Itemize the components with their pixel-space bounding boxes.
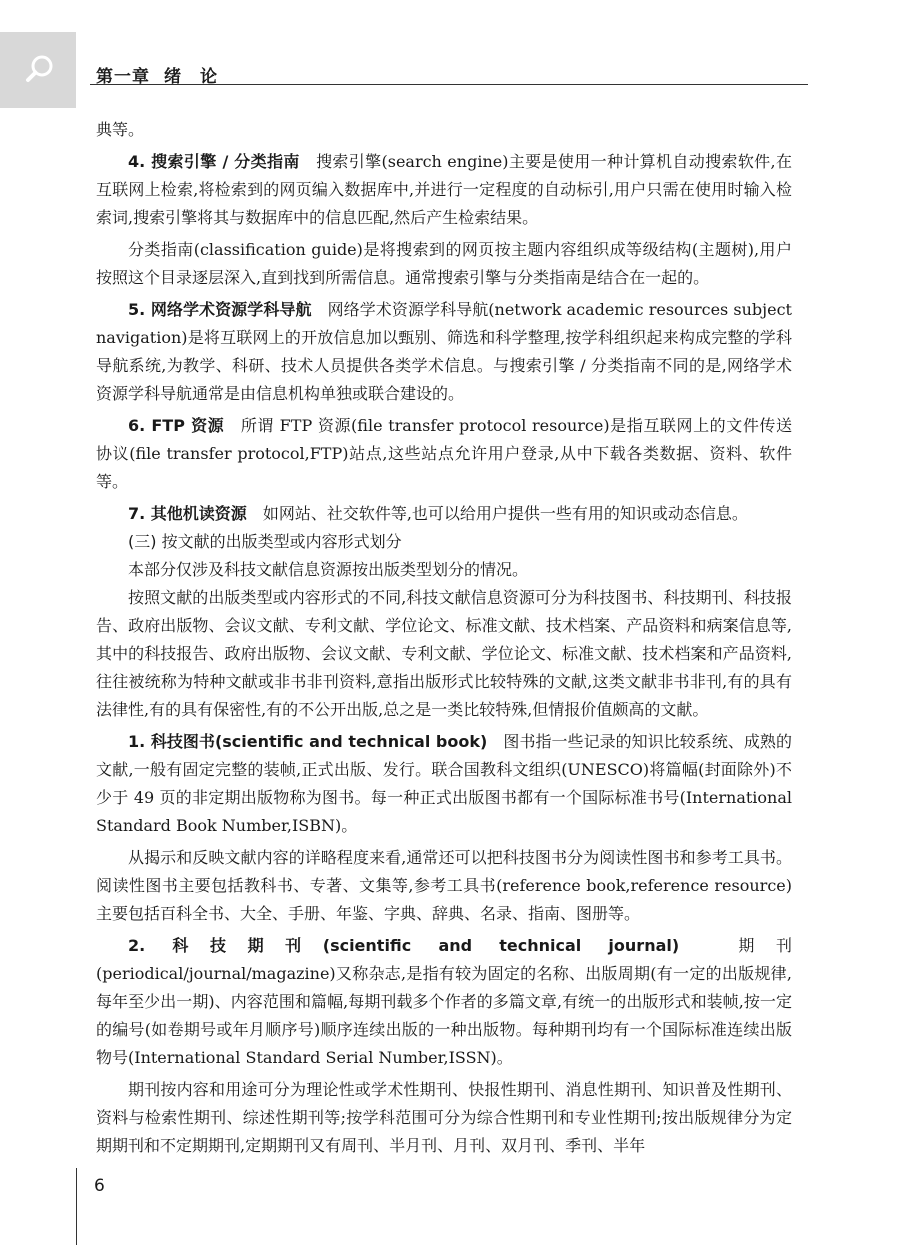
page-number: 6 <box>94 1176 105 1196</box>
chapter-number: 第一章 <box>96 67 150 87</box>
paragraph-books: 1. 科技图书(scientific and technical book) 图书指一些记录的知识比较系统、成熟的文献,一般有固定完整的装帧,正式出版、发行。联合国教科文组织(UNESCO)将篇幅(封面除外)不少于 49 页的非定期出版物称为图书。每一种正式出版图书都有一个国际标准书号(International Standard Book Number,ISBN)。 <box>96 732 792 835</box>
paragraph-journal-kinds: 期刊按内容和用途可分为理论性或学术性期刊、快报性期刊、消息性期刊、知识普及性期刊、资料与检索性期刊、综述性期刊等;按学科范围可分为综合性期刊和专业性期刊;按出版规律分为定期期刊和不定期期刊,定期期刊又有周刊、半月刊、月刊、双月刊、季刊、半年 <box>96 1080 792 1155</box>
paragraph-subject-navigation: 5. 网络学术资源学科导航 网络学术资源学科导航(network academic resources subject navigation)是将互联网上的开放信息加以甄别、筛选和科学整理,按学科组织起来构成完整的学科导航系统,为教学、科研、技术人员提供各类学术信息。与搜索引擎 / 分类指南不同的是,网络学术资源学科导航通常是由信息机构单独或联合建设的。 <box>96 300 792 403</box>
paragraph-types: 按照文献的出版类型或内容形式的不同,科技文献信息资源可分为科技图书、科技期刊、科技报告、政府出版物、会议文献、专利文献、学位论文、标准文献、技术档案、产品资料和病案信息等,其中的科技报告、政府出版物、会议文献、专利文献、学位论文、标准文献、技术档案和产品资料,往往被统称为特种文献或非书非刊资料,意指出版形式比较特殊的文献,这类文献非书非刊,有的具有法律性,有的具有保密性,有的不公开出版,总之是一类比较特殊,但情报价值颇高的文献。 <box>96 588 792 719</box>
paragraph-classification-guide: 分类指南(classification guide)是将搜索到的网页按主题内容组织成等级结构(主题树),用户按照这个目录逐层深入,直到找到所需信息。通常搜索引擎与分类指南是结合在一起的。 <box>96 240 792 287</box>
header-rule <box>90 84 808 85</box>
section-heading-3: (三) 按文献的出版类型或内容形式划分 <box>128 532 402 551</box>
paragraph-continued: 典等。 <box>96 120 145 139</box>
heading-journals: 2. 科技期刊(scientific and technical journal) <box>128 936 680 955</box>
search-magnifier-icon <box>22 52 58 88</box>
chapter-title: 绪 论 <box>164 67 218 87</box>
page-body <box>96 116 792 1160</box>
heading-search-engine: 4. 搜索引擎 / 分类指南 <box>128 152 300 171</box>
heading-other-resources: 7. 其他机读资源 <box>128 504 247 523</box>
heading-books: 1. 科技图书(scientific and technical book) <box>128 732 488 751</box>
footer-rule <box>76 1168 77 1245</box>
paragraph-book-kinds: 从揭示和反映文献内容的详略程度来看,通常还可以把科技图书分为阅读性图书和参考工具书。阅读性图书主要包括教科书、专著、文集等,参考工具书(reference book,reference resource)主要包括百科全书、大全、手册、年鉴、字典、辞典、名录、指南、图册等。 <box>96 848 792 923</box>
paragraph-other-resources: 7. 其他机读资源 如网站、社交软件等,也可以给用户提供一些有用的知识或动态信息。 <box>128 504 748 523</box>
paragraph-ftp: 6. FTP 资源 所谓 FTP 资源(file transfer protocol resource)是指互联网上的文件传送协议(file transfer protocol,FTP)站点,这些站点允许用户登录,从中下载各类数据、资料、软件等。 <box>96 416 792 491</box>
heading-ftp: 6. FTP 资源 <box>128 416 225 435</box>
paragraph-journals: 2. 科技期刊(scientific and technical journal) 期刊(periodical/journal/magazine)又称杂志,是指有较为固定的名称、出版周期(有一定的出版规律,每年至少出一期)、内容范围和篇幅,每期刊载多个作者的多篇文章,有统一的出版形式和装帧,按一定的编号(如卷期号或年月顺序号)顺序连续出版的一种出版物。每种期刊均有一个国际标准连续出版物号(International Standard Serial Number,ISSN)。 <box>96 936 792 1067</box>
paragraph-scope: 本部分仅涉及科技文献信息资源按出版类型划分的情况。 <box>128 560 529 579</box>
paragraph-search-engine: 4. 搜索引擎 / 分类指南 搜索引擎(search engine)主要是使用一种计算机自动搜索软件,在互联网上检索,将检索到的网页编入数据库中,并进行一定程度的自动标引,用户只需在使用时输入检索词,搜索引擎将其与数据库中的信息匹配,然后产生检索结果。 <box>96 152 792 227</box>
chapter-tab <box>0 32 76 108</box>
heading-subject-navigation: 5. 网络学术资源学科导航 <box>128 300 312 319</box>
